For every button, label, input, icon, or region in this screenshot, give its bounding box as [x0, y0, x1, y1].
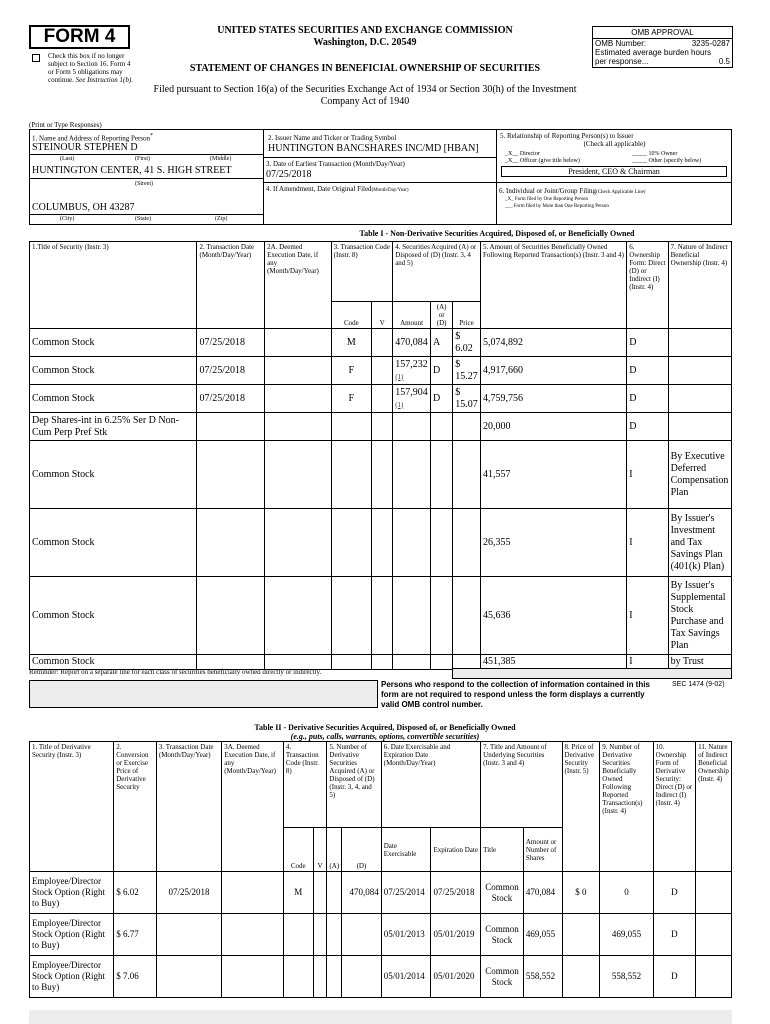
- t2-exp: 05/01/2019: [431, 914, 481, 956]
- t2-a: [327, 872, 342, 914]
- rel-other[interactable]: _____ Other (specify below): [632, 158, 702, 164]
- reporting-city-state: COLUMBUS, OH 43287: [32, 202, 135, 213]
- t1-code: [331, 413, 371, 441]
- t2-conv: $ 7.06: [114, 956, 157, 998]
- t1-aord: D: [431, 385, 453, 413]
- table1-title: Table I - Non-Derivative Securities Acquired, Disposed of, or Beneficially Owned: [359, 229, 635, 238]
- t1-owned: 5,074,892: [480, 329, 626, 357]
- table2-row: [30, 914, 732, 956]
- t1-owned: 4,917,660: [480, 357, 626, 385]
- t2-sub-exp: Expiration Date: [431, 828, 481, 872]
- t2-a: [327, 956, 342, 998]
- filing-more[interactable]: ___ Form filed by More than One Reporting Person: [505, 204, 609, 209]
- t1-code: M: [331, 329, 371, 357]
- reporting-block: [29, 129, 732, 225]
- t1-date: [197, 577, 265, 655]
- t1-nature: By Issuer's Supplemental Stock Purchase and Tax Savings Plan: [668, 577, 731, 655]
- t1-title: Common Stock: [30, 441, 197, 509]
- t2-nature: [696, 872, 732, 914]
- t2-h-exer: 6. Date Exercisable and Expiration Date (Month/Day/Year): [381, 742, 480, 828]
- t2-form: D: [653, 956, 696, 998]
- t1-sub-code: Code: [331, 302, 371, 329]
- omb-number: 3235-0287: [691, 39, 730, 48]
- t2-nature: [696, 914, 732, 956]
- t1-h-date: 2. Transaction Date (Month/Day/Year): [197, 242, 265, 329]
- t1-amount: [393, 441, 431, 509]
- t2-v: [313, 956, 327, 998]
- t2-sub-exer: Date Exercisable: [381, 828, 431, 872]
- t2-d: [342, 956, 382, 998]
- t2-utitle: Common Stock: [481, 914, 524, 956]
- t1-date: 07/25/2018: [197, 329, 265, 357]
- t2-exer: 05/01/2013: [381, 914, 431, 956]
- t1-nature: by Trust: [668, 655, 731, 670]
- table1-row: [30, 509, 732, 577]
- t1-sub-v: V: [372, 302, 393, 329]
- table1-row: [30, 577, 732, 655]
- t1-price: [453, 413, 481, 441]
- t1-aord: [431, 413, 453, 441]
- t2-code: [283, 956, 313, 998]
- t2-title: Employee/Director Stock Option (Right to Buy): [30, 872, 114, 914]
- t2-exp: 05/01/2020: [431, 956, 481, 998]
- t1-deemed: [265, 577, 332, 655]
- agency-name: UNITED STATES SECURITIES AND EXCHANGE COMMISSION Washington, D.C. 20549: [217, 25, 513, 48]
- t1-price: [453, 509, 481, 577]
- first-label: (First): [135, 156, 150, 162]
- t2-date: [156, 914, 221, 956]
- t1-deemed: [265, 357, 332, 385]
- amendment-label: 4. If Amendment, Date Original Filed(Month/Day/Year): [266, 185, 409, 193]
- t1-price: $ 15.07: [453, 385, 481, 413]
- t1-aord: [431, 509, 453, 577]
- t2-title: Employee/Director Stock Option (Right to Buy): [30, 914, 114, 956]
- t1-owned: 20,000: [480, 413, 626, 441]
- reminder-box-right: [452, 668, 732, 679]
- t1-v: [372, 577, 393, 655]
- statement-title: STATEMENT OF CHANGES IN BENEFICIAL OWNERSHIP OF SECURITIES: [189, 63, 541, 74]
- table2-row: [30, 956, 732, 998]
- omb-title: OMB APPROVAL: [593, 27, 732, 39]
- t1-form: I: [627, 509, 668, 577]
- t2-h-owned: 9. Number of Derivative Securities Beneficially Owned Following Reported Transaction(s) (Instr. 4): [600, 742, 653, 872]
- t2-h-deemed: 3A. Deemed Execution Date, if any (Month/Day/Year): [222, 742, 284, 872]
- t1-deemed: [265, 385, 332, 413]
- t2-conv: $ 6.77: [114, 914, 157, 956]
- last-label: (Last): [60, 156, 75, 162]
- t1-form: I: [627, 441, 668, 509]
- t1-code: F: [331, 385, 371, 413]
- t2-h-underlying: 7. Title and Amount of Underlying Securities (Instr. 3 and 4): [481, 742, 562, 828]
- t1-title: Common Stock: [30, 509, 197, 577]
- t2-date: [156, 956, 221, 998]
- t1-date: [197, 441, 265, 509]
- t1-price: $ 6.02: [453, 329, 481, 357]
- t1-v: [372, 509, 393, 577]
- t2-exer: 07/25/2014: [381, 872, 431, 914]
- t1-amount: [393, 509, 431, 577]
- table1-row: [30, 329, 732, 357]
- t1-nature: By Executive Deferred Compensation Plan: [668, 441, 731, 509]
- t1-title: Common Stock: [30, 329, 197, 357]
- t1-date: 07/25/2018: [197, 385, 265, 413]
- omb-burden-2: per response...: [595, 57, 649, 66]
- t1-sub-price: Price: [453, 302, 481, 329]
- persons-notice: Persons who respond to the collection of information contained in this form are not required to respond unless the form displays a currently valid OMB control number.: [381, 680, 650, 709]
- t1-owned: 45,636: [480, 577, 626, 655]
- t1-amount: [393, 413, 431, 441]
- form-title: FORM 4: [29, 25, 130, 49]
- t2-code: M: [283, 872, 313, 914]
- issuer-label: 2. Issuer Name and Ticker or Trading Symbol: [268, 134, 397, 142]
- t1-amount: 157,232 (1): [393, 357, 431, 385]
- t1-nature: [668, 329, 731, 357]
- t2-sub-code: Code: [283, 828, 313, 872]
- t1-nature: By Issuer's Investment and Tax Savings Plan (401(k) Plan): [668, 509, 731, 577]
- reminder-text: Reminder: Report on a separate line for each class of securities beneficially owned directly or indirectly.: [29, 668, 322, 676]
- table2-row: [30, 872, 732, 914]
- t1-owned: 41,557: [480, 441, 626, 509]
- table1-row: [30, 413, 732, 441]
- t1-title: Dep Shares-int in 6.25% Ser D Non-Cum Perp Pref Stk: [30, 413, 197, 441]
- omb-approval-box: [592, 26, 733, 68]
- middle-label: (Middle): [210, 156, 232, 162]
- t2-sub-a: (A): [327, 828, 342, 872]
- t1-footnote-link[interactable]: (1): [395, 400, 404, 409]
- table1-row: [30, 441, 732, 509]
- t2-code: [283, 914, 313, 956]
- t1-title: Common Stock: [30, 357, 197, 385]
- t2-d: 470,084: [342, 872, 382, 914]
- t1-v: [372, 655, 393, 670]
- relationship-label: 5. Relationship of Reporting Person(s) to Issuer: [500, 132, 634, 140]
- t2-a: [327, 914, 342, 956]
- t2-date: 07/25/2018: [156, 872, 221, 914]
- t1-deemed: [265, 413, 332, 441]
- t2-price: $ 0: [562, 872, 600, 914]
- officer-title: President, CEO & Chairman: [501, 166, 727, 177]
- t2-deemed: [222, 872, 284, 914]
- t1-h-owned: 5. Amount of Securities Beneficially Owned Following Reported Transaction(s) (Instr. 3 and 4): [480, 242, 626, 329]
- t2-conv: $ 6.02: [114, 872, 157, 914]
- t2-price: [562, 914, 600, 956]
- t1-owned: 4,759,756: [480, 385, 626, 413]
- t1-amount: [393, 577, 431, 655]
- city-label: (City): [60, 216, 75, 222]
- t1-h-title: 1.Title of Security (Instr. 3): [30, 242, 197, 329]
- t1-price: $ 15.27: [453, 357, 481, 385]
- no-longer-subject-checkbox[interactable]: [32, 54, 40, 62]
- t2-sub-amount: Amount or Number of Shares: [523, 828, 562, 872]
- t1-form: D: [627, 357, 668, 385]
- state-label: (State): [135, 216, 151, 222]
- t1-h-form: 6. Ownership Form: Direct (D) or Indirect (I) (Instr. 4): [627, 242, 668, 329]
- t1-aord: A: [431, 329, 453, 357]
- relationship-sub: (Check all applicable): [583, 140, 646, 148]
- t1-form: I: [627, 577, 668, 655]
- t1-h-code: 3. Transaction Code (Instr. 8): [331, 242, 393, 302]
- t1-aord: [431, 441, 453, 509]
- t2-form: D: [653, 914, 696, 956]
- t2-form: D: [653, 872, 696, 914]
- t2-title: Employee/Director Stock Option (Right to Buy): [30, 956, 114, 998]
- t1-v: [372, 385, 393, 413]
- t1-v: [372, 357, 393, 385]
- t1-date: [197, 413, 265, 441]
- t1-amount: 470,084: [393, 329, 431, 357]
- t1-deemed: [265, 509, 332, 577]
- rel-officer[interactable]: _X__ Officer (give title below): [505, 158, 580, 164]
- t1-date: 07/25/2018: [197, 357, 265, 385]
- t1-sub-aord: (A) or (D): [431, 302, 453, 329]
- omb-burden-value: 0.5: [718, 57, 730, 66]
- t1-aord: [431, 577, 453, 655]
- rel-10pct-owner[interactable]: _____ 10% Owner: [632, 151, 678, 157]
- t1-form: D: [627, 329, 668, 357]
- t2-uamount: 469,055: [523, 914, 562, 956]
- rel-director[interactable]: _X__ Director: [505, 151, 540, 157]
- t1-h-acquired: 4. Securities Acquired (A) or Disposed of (D) (Instr. 3, 4 and 5): [393, 242, 481, 302]
- t1-amount: 157,904 (1): [393, 385, 431, 413]
- t1-form: D: [627, 385, 668, 413]
- t1-h-nature: 7. Nature of Indirect Beneficial Ownership (Instr. 4): [668, 242, 731, 329]
- t1-price: [453, 441, 481, 509]
- t2-owned: 558,552: [600, 956, 653, 998]
- t1-title: Common Stock: [30, 655, 197, 670]
- issuer-name: HUNTINGTON BANCSHARES INC/MD [HBAN]: [268, 143, 479, 154]
- t2-d: [342, 914, 382, 956]
- t1-code: [331, 441, 371, 509]
- omb-burden-1: Estimated average burden hours: [595, 48, 712, 57]
- table1: [29, 241, 732, 670]
- t1-nature: [668, 413, 731, 441]
- t1-aord: [431, 655, 453, 670]
- t1-footnote-link[interactable]: (1): [395, 372, 404, 381]
- t1-v: [372, 441, 393, 509]
- table1-row: [30, 385, 732, 413]
- filing-label: 6. Individual or Joint/Group Filing(Check Applicable Line): [499, 187, 646, 195]
- t1-owned: 26,355: [480, 509, 626, 577]
- t1-price: [453, 577, 481, 655]
- print-type: (Print or Type Responses): [29, 121, 102, 129]
- t1-title: Common Stock: [30, 577, 197, 655]
- earliest-date-label: 3. Date of Earliest Transaction (Month/Day/Year): [266, 160, 405, 168]
- t2-price: [562, 956, 600, 998]
- t2-h-title: 1. Title of Derivative Security (Instr. 3): [30, 742, 114, 872]
- t1-code: [331, 577, 371, 655]
- t2-h-price: 8. Price of Derivative Security (Instr. 5): [562, 742, 600, 872]
- name-label: 1. Name and Address of Reporting Person*: [32, 133, 153, 143]
- table2: [29, 741, 732, 998]
- t2-h-code: 4. Transaction Code (Instr. 8): [283, 742, 327, 828]
- reminder-box-left: [29, 680, 378, 708]
- t1-form: I: [627, 655, 668, 670]
- t2-deemed: [222, 914, 284, 956]
- t1-nature: [668, 385, 731, 413]
- t2-sub-v: V: [313, 828, 327, 872]
- filing-one[interactable]: _X_ Form filed by One Reporting Person: [505, 197, 589, 202]
- t1-sub-amount: Amount: [393, 302, 431, 329]
- reporting-person-name: STEINOUR STEPHEN D: [32, 142, 138, 153]
- t2-nature: [696, 956, 732, 998]
- t1-owned: 451,385: [480, 655, 626, 670]
- t1-code: [331, 509, 371, 577]
- t2-sub-title: Title: [481, 828, 524, 872]
- t2-sub-d: (D): [342, 828, 382, 872]
- t2-h-conv: 2. Conversion or Exercise Price of Derivative Security: [114, 742, 157, 872]
- t2-uamount: 558,552: [523, 956, 562, 998]
- t1-amount: [393, 655, 431, 670]
- t1-deemed: [265, 441, 332, 509]
- earliest-date: 07/25/2018: [266, 169, 312, 180]
- t1-code: [331, 655, 371, 670]
- t1-code: F: [331, 357, 371, 385]
- t2-h-number: 5. Number of Derivative Securities Acquired (A) or Disposed of (D) (Instr. 3, 4, and 5): [327, 742, 381, 828]
- t2-owned: 469,055: [600, 914, 653, 956]
- checkbox-text: Check this box if no longer subject to Section 16. Form 4 or Form 5 obligations may continue. See Instruction 1(b).: [48, 52, 133, 84]
- filed-pursuant: Filed pursuant to Section 16(a) of the Securities Exchange Act of 1934 or Section 30(h) of the Investment Company Act of 1940: [153, 84, 577, 107]
- page-footer-band: [29, 1010, 732, 1024]
- omb-number-label: OMB Number:: [595, 39, 647, 48]
- t2-v: [313, 872, 327, 914]
- t2-exp: 07/25/2018: [431, 872, 481, 914]
- t2-utitle: Common Stock: [481, 956, 524, 998]
- t1-date: [197, 509, 265, 577]
- t1-deemed: [265, 329, 332, 357]
- t1-aord: D: [431, 357, 453, 385]
- t2-exer: 05/01/2014: [381, 956, 431, 998]
- t2-h-date: 3. Transaction Date (Month/Day/Year): [156, 742, 221, 872]
- t1-nature: [668, 357, 731, 385]
- t2-h-form: 10. Ownership Form of Derivative Security: Direct (D) or Indirect (I) (Instr. 4): [653, 742, 696, 872]
- t2-v: [313, 914, 327, 956]
- table2-title: Table II - Derivative Securities Acquired, Disposed of, or Beneficially Owned (e.g., puts, calls, warrants, options, convertible securities): [254, 723, 516, 741]
- t2-utitle: Common Stock: [481, 872, 524, 914]
- t2-uamount: 470,084: [523, 872, 562, 914]
- t2-h-nature: 11. Nature of Indirect Beneficial Ownership (Instr. 4): [696, 742, 732, 872]
- t2-owned: 0: [600, 872, 653, 914]
- t1-v: [372, 329, 393, 357]
- sec-number: SEC 1474 (9-02): [672, 681, 725, 688]
- t1-form: D: [627, 413, 668, 441]
- street-label: (Street): [135, 181, 153, 187]
- t2-deemed: [222, 956, 284, 998]
- t1-h-deemed: 2A. Deemed Execution Date, if any (Month/Day/Year): [265, 242, 332, 329]
- reporting-address: HUNTINGTON CENTER, 41 S. HIGH STREET: [32, 165, 232, 176]
- table1-row: [30, 357, 732, 385]
- t1-v: [372, 413, 393, 441]
- t1-title: Common Stock: [30, 385, 197, 413]
- zip-label: (Zip): [215, 216, 228, 222]
